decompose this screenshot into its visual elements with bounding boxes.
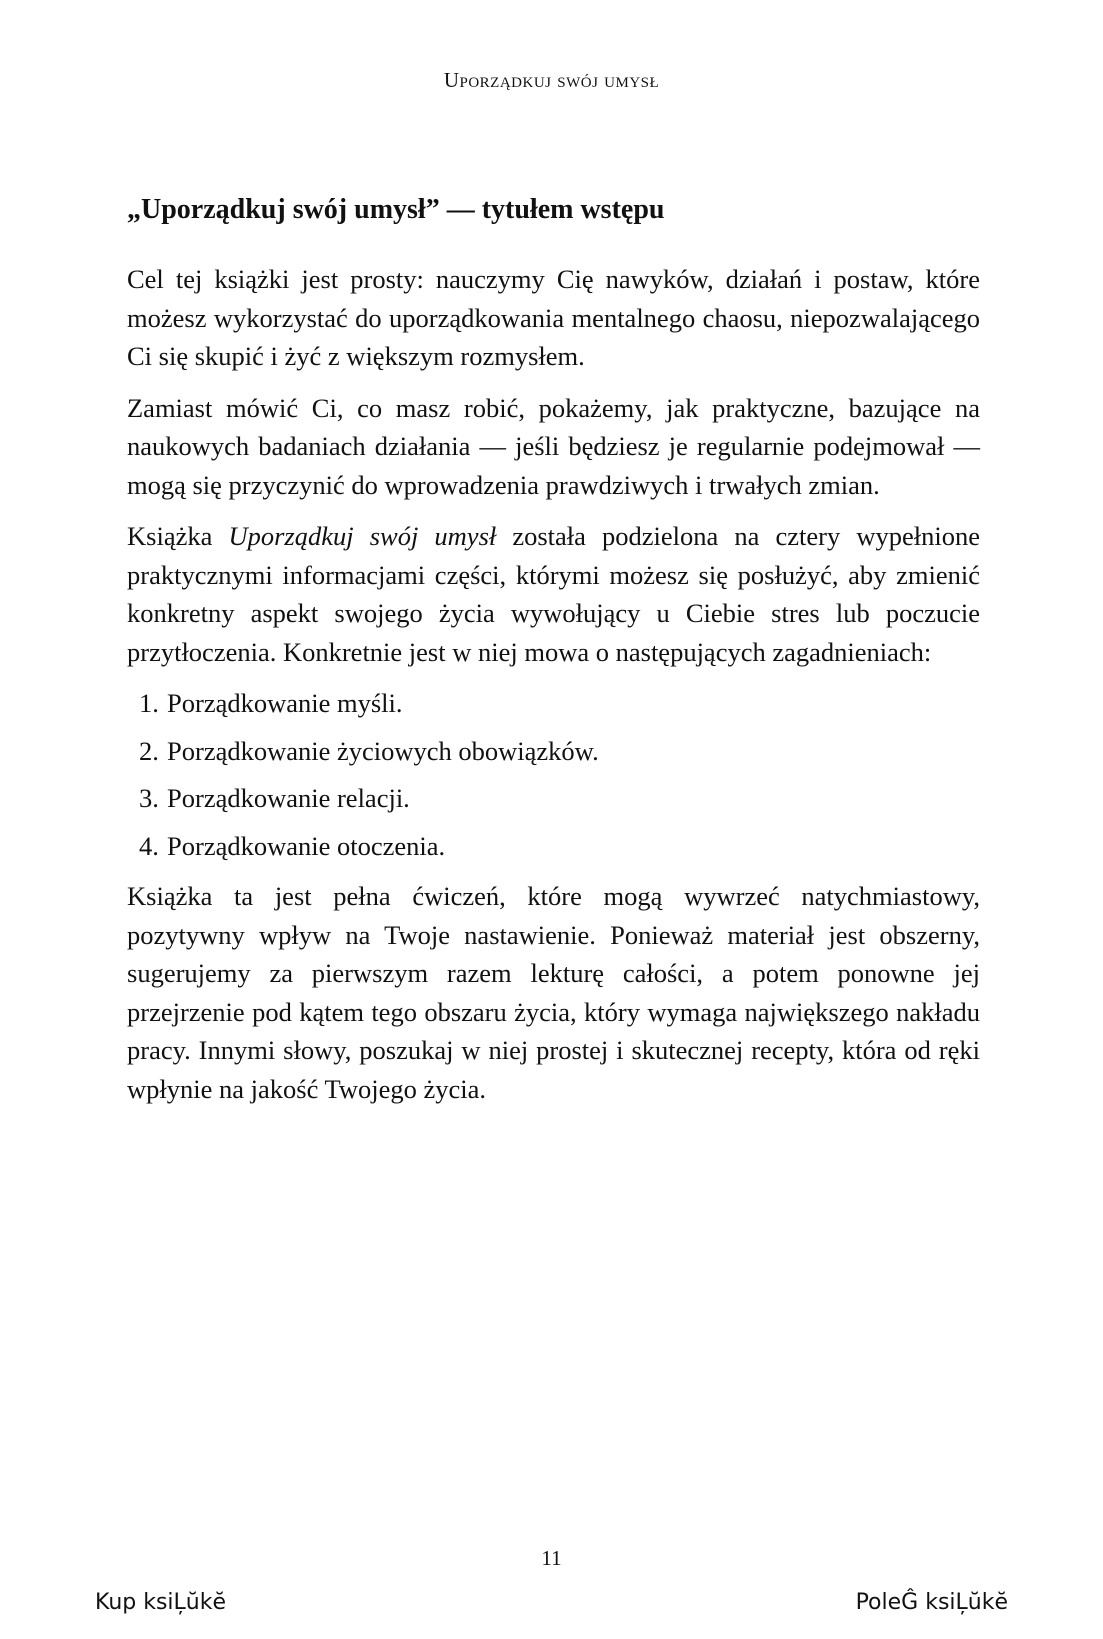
list-item-text: Porządkowanie myśli. bbox=[167, 688, 403, 718]
list-item bbox=[139, 732, 980, 771]
page-body bbox=[127, 190, 980, 1121]
paragraph-2: Zamiast mówić Ci, co masz robić, pokażemy, jak praktyczne, bazujące na naukowych badaniach działania — jeśli będziesz je regularnie podejmował — mogą się przyczynić do wprowadzenia prawdziwych i trwałych zmian. bbox=[127, 392, 980, 500]
section-heading: „Uporządkuj swój umysł” — tytułem wstępu bbox=[127, 194, 665, 225]
list-item-number: 4. bbox=[139, 830, 159, 861]
buy-book-link[interactable]: Kup ksiĻŭkĕ bbox=[95, 1590, 227, 1615]
paragraph-3-text-a: Książka bbox=[127, 521, 229, 551]
list-item bbox=[139, 827, 980, 866]
list-item bbox=[139, 684, 980, 723]
topic-list bbox=[127, 684, 980, 865]
page-number: 11 bbox=[541, 1546, 562, 1570]
book-title-italic: Uporządkuj swój umysł bbox=[228, 521, 497, 551]
list-item-number: 1. bbox=[139, 688, 159, 718]
recommend-book-link[interactable]: PoleĜ ksiĻŭkĕ bbox=[855, 1590, 1008, 1615]
list-item-number: 3. bbox=[139, 783, 159, 813]
list-item-text: Porządkowanie życiowych obowiązków. bbox=[167, 735, 599, 766]
list-item-text: Porządkowanie otoczenia. bbox=[167, 830, 446, 861]
paragraph-1: Cel tej książki jest prosty: nauczymy Cię nawyków, działań i postaw, które możesz wykorzystać do uporządkowania mentalnego chaosu, niepozwalającego Ci się skupić i żyć z większym rozmysłem. bbox=[127, 264, 980, 371]
paragraph-3-text-b: została podzielona na cztery wypełnione praktycznymi informacjami części, którymi możesz się posłużyć, aby zmienić konkretny aspekt swojego życia wywołujący u Ciebie stres lub poczucie przytłoczenia. Konkretnie jest w niej mowa o następujących zagadnieniach: bbox=[127, 521, 980, 667]
list-item bbox=[139, 779, 980, 818]
paragraph-4: Książka ta jest pełna ćwiczeń, które mogą wywrzeć natychmiastowy, pozytywny wpływ na Twoje nastawienie. Ponieważ materiał jest obszerny, sugerujemy za pierwszym razem lekturę całości, a potem ponowne jej przejrzenie pod kątem tego obszaru życia, który wymaga największego nakładu pracy. Innymi słowy, poszukaj w niej prostej i skutecznej recepty, która od ręki wpłynie na jakość Twojego życia. bbox=[127, 881, 980, 1104]
list-item-number: 2. bbox=[139, 735, 159, 766]
running-head: Uporządkuj swój umysł bbox=[443, 68, 660, 92]
paragraph-3 bbox=[127, 517, 980, 671]
list-item-text: Porządkowanie relacji. bbox=[167, 783, 410, 813]
